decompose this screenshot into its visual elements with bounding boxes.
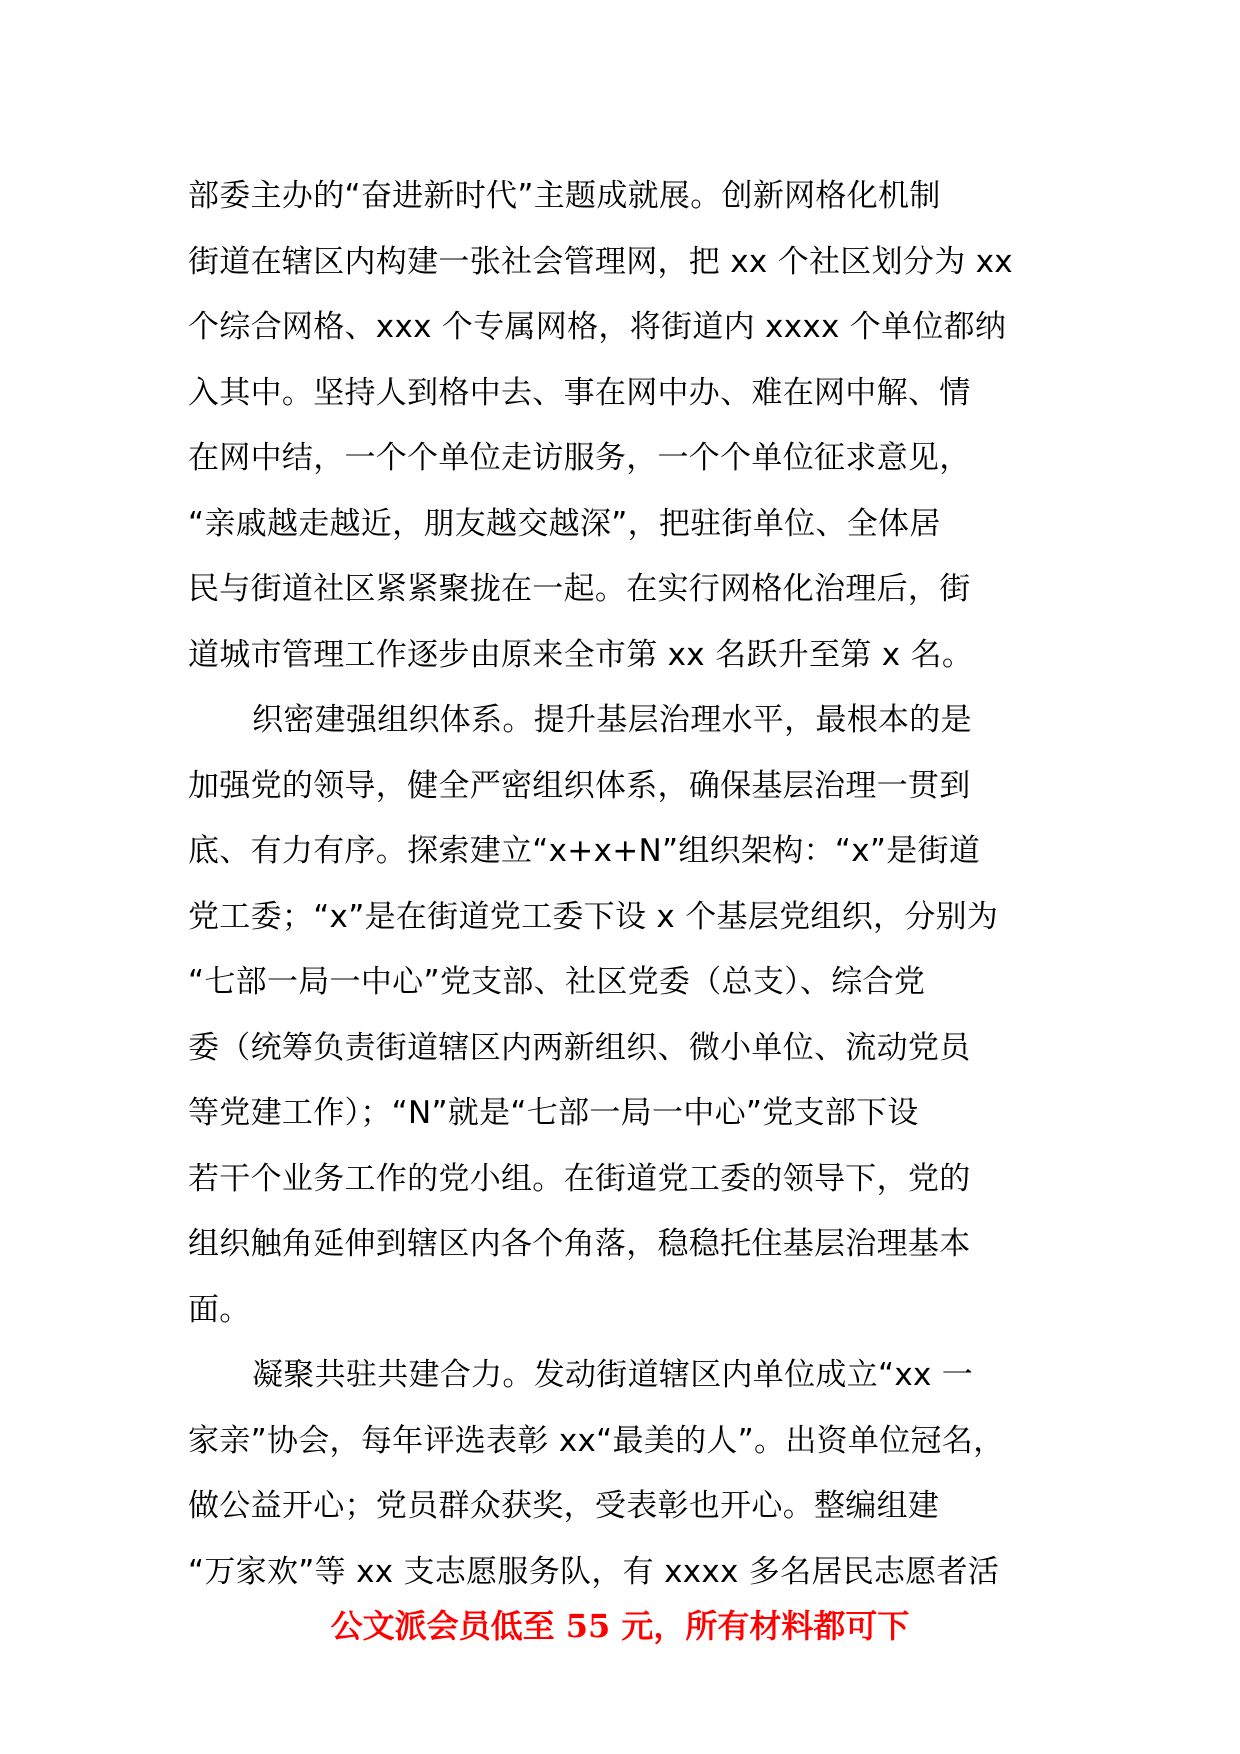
text-line: 个综合网格、xxx 个专属网格，将街道内 xxxx 个单位都纳: [188, 309, 1007, 345]
text-line: 民与街道社区紧紧聚拢在一起。在实行网格化治理后，街: [188, 571, 971, 607]
text-line: 入其中。坚持人到格中去、事在网中办、难在网中解、情: [188, 374, 971, 411]
text-line: 街道在辖区内构建一张社会管理网，把 xx 个社区划分为 xx: [188, 243, 1013, 280]
text-line: 家亲”协会，每年评选表彰 xx“最美的人”。出资单位冠名，: [188, 1422, 1005, 1459]
text-line: 委（统筹负责街道辖区内两新组织、微小单位、流动党员: [188, 1029, 971, 1066]
text-line: 党工委；“x”是在街道党工委下设 x 个基层党组织，分别为: [188, 898, 999, 935]
text-line: 部委主办的“奋进新时代”主题成就展。创新网格化机制: [188, 178, 941, 214]
text-line: “七部一局一中心”党支部、社区党委（总支）、综合党: [188, 964, 926, 1000]
text-line: 加强党的领导，健全严密组织体系，确保基层治理一贯到: [188, 767, 971, 804]
text-line: “万家欢”等 xx 支志愿服务队，有 xxxx 多名居民志愿者活: [188, 1553, 1000, 1590]
promo-footer: 公文派会员低至 55 元，所有材料都可下: [330, 1607, 910, 1645]
text-line: “亲戚越走越近，朋友越交越深”，把驻街单位、全体居: [188, 505, 941, 542]
text-line: 若干个业务工作的党小组。在街道党工委的领导下，党的: [188, 1160, 971, 1197]
text-line: 做公益开心；党员群众获奖，受表彰也开心。整编组建: [188, 1488, 940, 1524]
text-line: 等党建工作）；“N”就是“七部一局一中心”党支部下设: [188, 1095, 919, 1131]
text-line: 面。: [188, 1291, 251, 1328]
text-line: 在网中结，一个个单位走访服务，一个个单位征求意见，: [188, 440, 971, 476]
paragraph-start-line: 凝聚共驻共建合力。发动街道辖区内单位成立“xx 一: [252, 1357, 974, 1393]
text-line: 组织触角延伸到辖区内各个角落，稳稳托住基层治理基本: [188, 1226, 971, 1262]
text-line: 底、有力有序。探索建立“x+x+N”组织架构：“x”是街道: [188, 833, 981, 869]
paragraph-start-line: 织密建强组织体系。提升基层治理水平，最根本的是: [252, 702, 972, 738]
text-line: 道城市管理工作逐步由原来全市第 xx 名跃升至第 x 名。: [188, 636, 974, 673]
document-body: [188, 164, 1088, 1605]
